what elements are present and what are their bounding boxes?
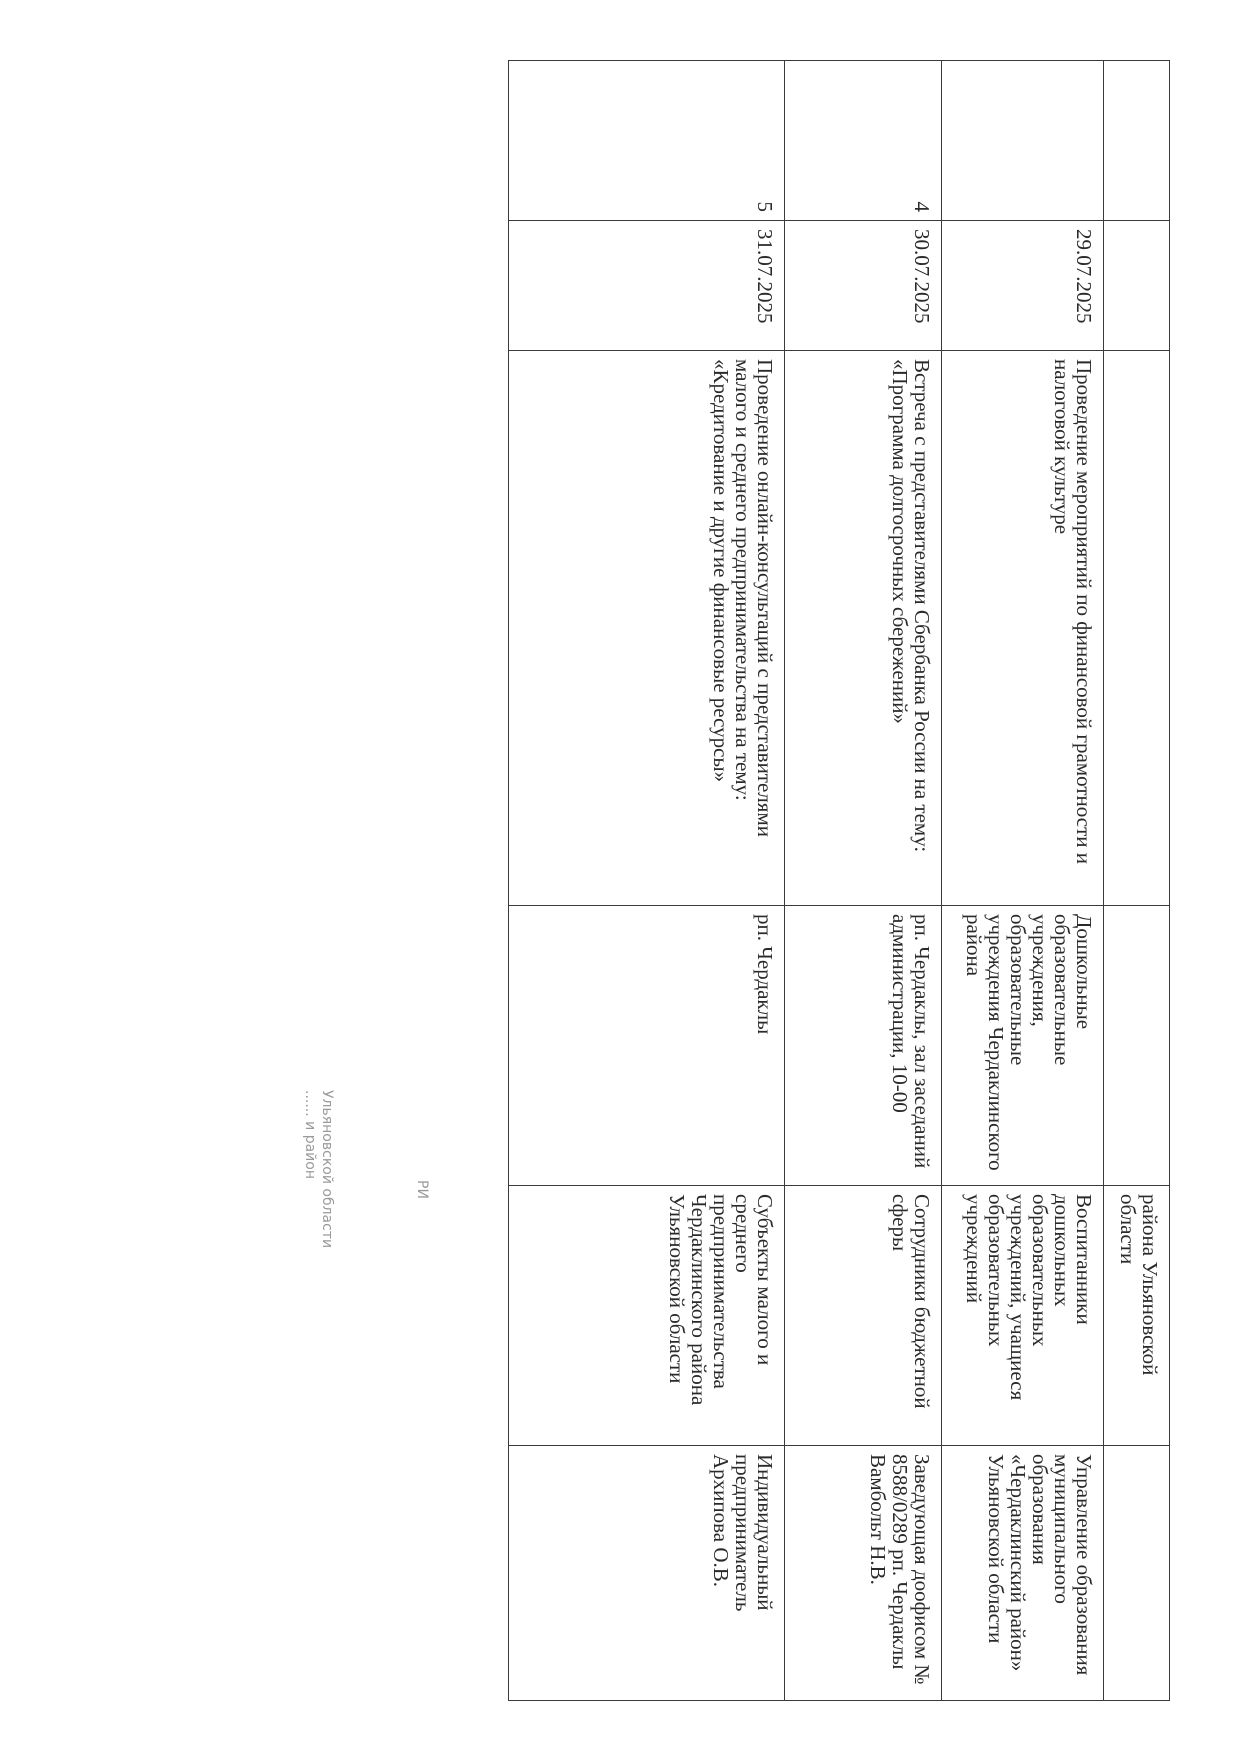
cell-date: 30.07.2025 [785, 221, 942, 351]
stamp-line: Ульяновской области [319, 1090, 335, 1249]
cell-event: Встреча с представителями Сбербанка России на тему: «Программа долгосрочных сбережений» [785, 351, 942, 906]
cell-participants: Воспитанники дошкольных образовательных учреждений, учащиеся образовательных учреждений [942, 1186, 1103, 1446]
table-row [785, 61, 942, 1701]
signature-faded [413, 1180, 430, 1199]
cell-event: Проведение онлайн-консультаций с представителями малого и среднего предпринимательства на тему: «Кредитование и другие финансовые ресурсы» [509, 351, 785, 906]
cell-event: Проведение мероприятий по финансовой грамотности и налоговой культуре [942, 351, 1103, 906]
rotated-page [0, 60, 1170, 1700]
cell-num: 5 [509, 61, 785, 221]
cell-date [1103, 221, 1169, 351]
table-row [942, 61, 1103, 1701]
cell-responsible: Управление образования муниципального образования «Чердаклинский район» Ульяновской области [942, 1446, 1103, 1701]
cell-num [942, 61, 1103, 221]
cell-participants: района Ульяновской области [1103, 1186, 1169, 1446]
cell-responsible [1103, 1446, 1169, 1701]
cell-responsible: Индивидуальный предприниматель Архипова О.В. [509, 1446, 785, 1701]
stamp-faded [301, 1090, 335, 1248]
cell-participants: Сотрудники бюджетной сферы [785, 1186, 942, 1446]
cell-event [1103, 351, 1169, 906]
cell-participants: Субъекты малого и среднего предпринимательства Чердаклинского района Ульяновской области [509, 1186, 785, 1446]
cell-responsible: Заведующая доофисом № 8588/0289 рп. Чердаклы Вамбольт Н.В. [785, 1446, 942, 1701]
cell-place [1103, 906, 1169, 1186]
cell-num [1103, 61, 1169, 221]
cell-date: 31.07.2025 [509, 221, 785, 351]
table-row [1103, 61, 1169, 1701]
events-table [508, 60, 1170, 1701]
cell-place: рп. Чердаклы [509, 906, 785, 1186]
signature-mark: РИ [414, 1180, 430, 1199]
cell-place: Дошкольные образовательные учреждения, образовательные учреждения Чердаклинского района [942, 906, 1103, 1186]
cell-place: рп. Чердаклы, зал заседаний администрации, 10-00 [785, 906, 942, 1186]
events-table-body [509, 61, 1170, 1701]
cell-num: 4 [785, 61, 942, 221]
stamp-line: ...... и район [302, 1090, 318, 1179]
cell-date: 29.07.2025 [942, 221, 1103, 351]
table-row [509, 61, 785, 1701]
